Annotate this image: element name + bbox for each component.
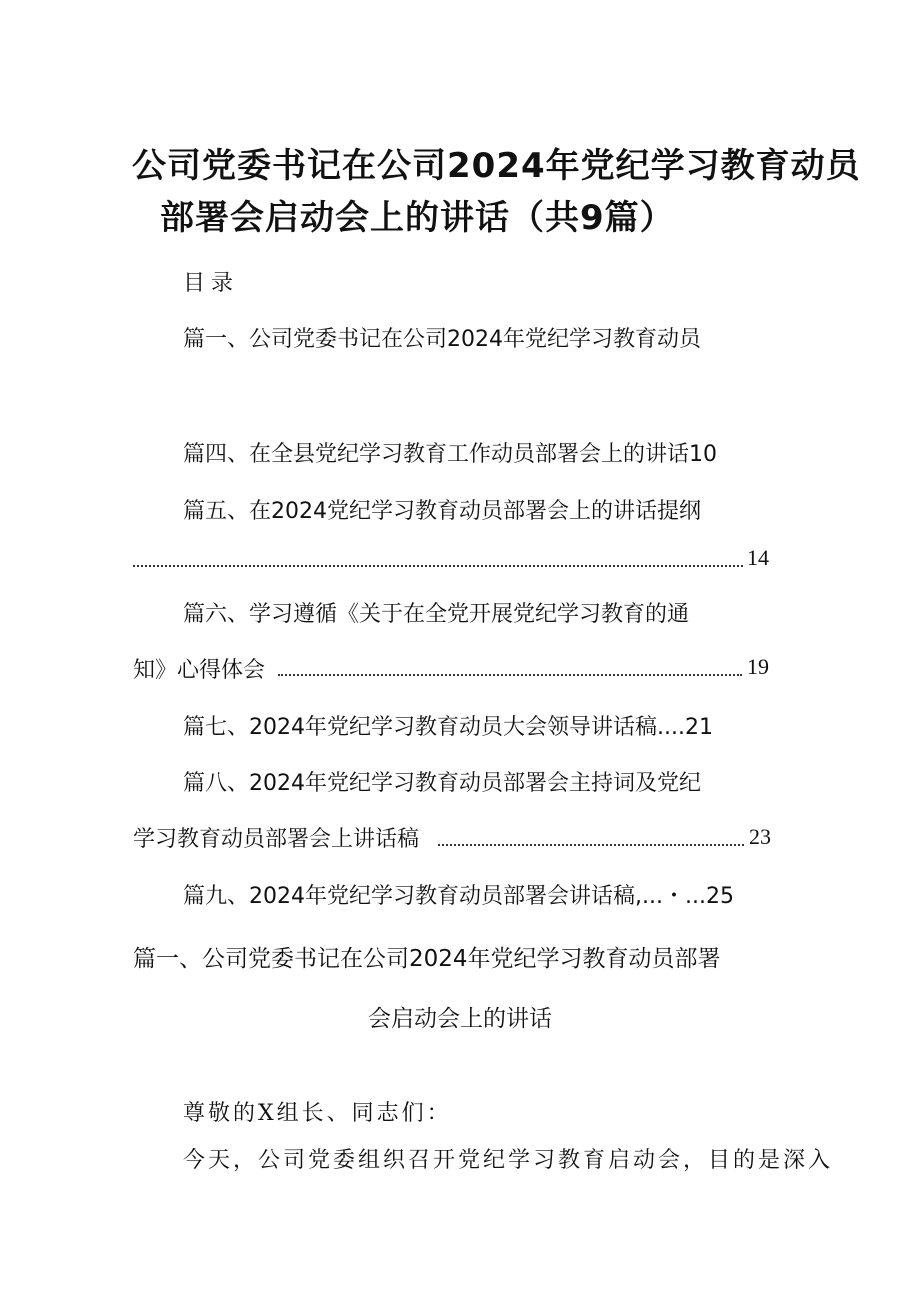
document-title-line2: 部署会启动会上的讲话（共9篇） — [160, 198, 675, 238]
toc-entry-8-line2[interactable]: 学习教育动员部署会上讲话稿 — [133, 827, 420, 852]
toc-leader-dots — [438, 842, 744, 846]
toc-entry-6-line1[interactable]: 篇六、学习遵循《关于在全党开展党纪学习教育的通 — [183, 602, 690, 627]
section-title-line1: 篇一、公司党委书记在公司2024年党纪学习教育动员部署 — [133, 946, 721, 972]
section-title-line2: 会启动会上的讲话 — [368, 1006, 552, 1032]
toc-entry-6-line2[interactable]: 知》心得体会 — [133, 658, 266, 683]
toc-entry-7[interactable]: 篇七、2024年党纪学习教育动员大会领导讲话稿....21 — [183, 715, 713, 740]
toc-leader-dots — [278, 672, 742, 676]
toc-entry-4[interactable]: 篇四、在全县党纪学习教育工作动员部署会上的讲话10 — [183, 442, 717, 467]
toc-page-number: 23 — [749, 824, 771, 849]
document-title-line1: 公司党委书记在公司2024年党纪学习教育动员 — [132, 146, 861, 186]
toc-page-number: 19 — [747, 654, 769, 679]
toc-label: 目录 — [183, 271, 240, 296]
toc-entry-8-line1[interactable]: 篇八、2024年党纪学习教育动员部署会主持词及党纪 — [183, 771, 701, 796]
toc-entry-9[interactable]: 篇九、2024年党纪学习教育动员部署会讲话稿,...・...25 — [183, 884, 734, 909]
toc-entry-5[interactable]: 篇五、在2024党纪学习教育动员部署会上的讲话提纲 — [183, 499, 701, 524]
toc-leader-dots — [133, 563, 743, 567]
body-paragraph: 今天，公司党委组织召开党纪学习教育启动会，目的是深入 — [183, 1148, 834, 1173]
toc-page-number: 14 — [747, 545, 769, 570]
salutation: 尊敬的X组长、同志们： — [183, 1101, 452, 1126]
toc-entry-1[interactable]: 篇一、公司党委书记在公司2024年党纪学习教育动员 — [183, 327, 701, 352]
